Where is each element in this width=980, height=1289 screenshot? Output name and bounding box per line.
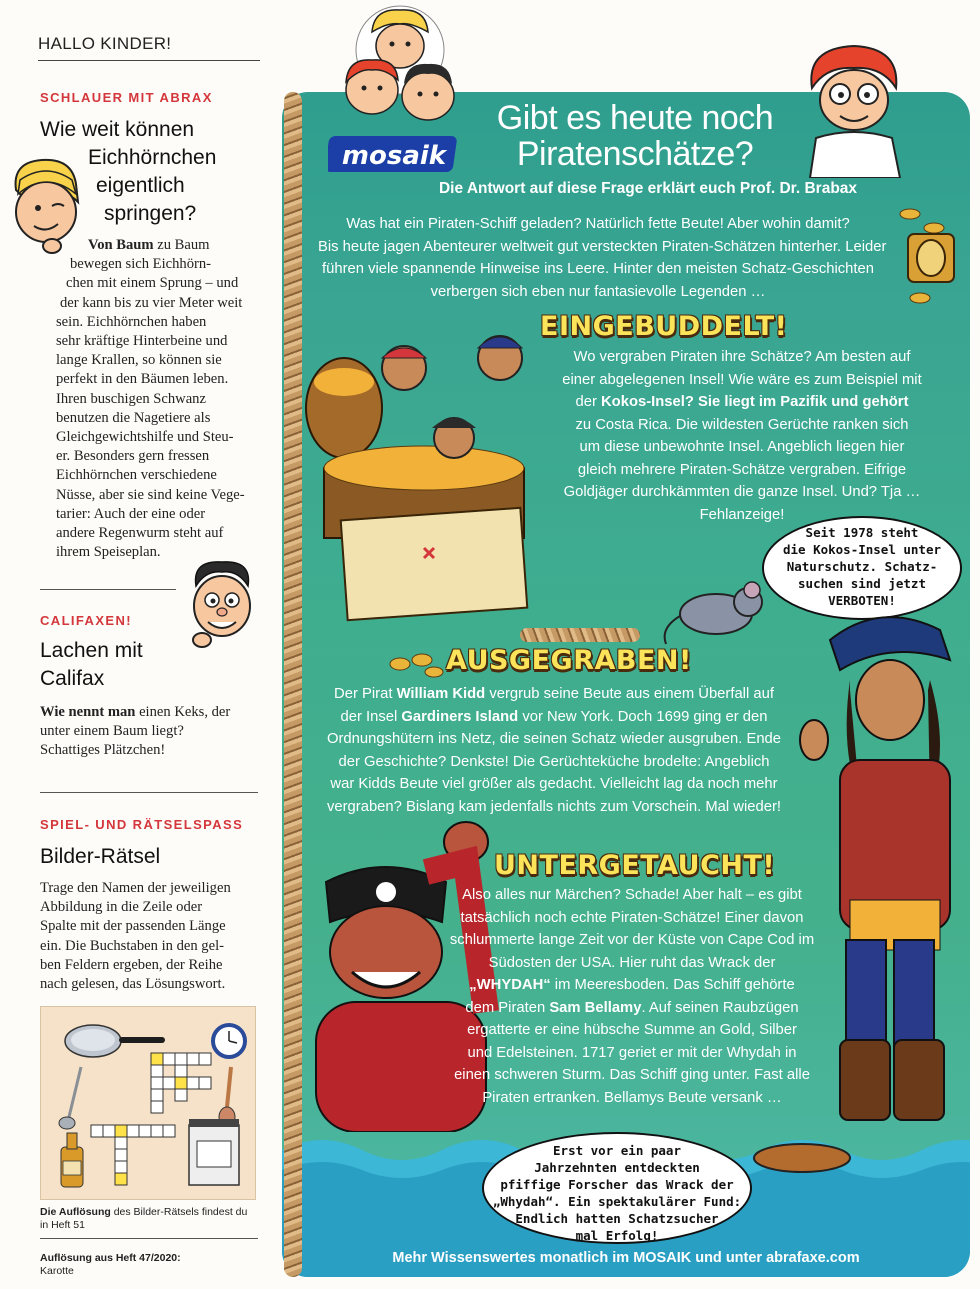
brabax-character-illustration xyxy=(796,38,916,178)
article-intro: Was hat ein Piraten-Schiff geladen? Natürlich fette Beute! Aber wohin damit? Bis heute jagen Abenteurer weltweit gut versteckten Piraten-Schätzen hinterher. Leider führen viele spannende Hinweise ins Leere. Hinter den meisten Schatz-Geschichten verbergen sich eben nur fantasievolle Legenden … xyxy=(318,216,887,300)
mosaik-logo-text: mosaik xyxy=(341,141,447,171)
squirrel-body-text: Von Baum zu Baum bewegen sich Eichhörn- chen mit einem Sprung – und der kann bis zu vier Meter weit sein. Eichhörnchen haben sehr kräftige Hinterbeine und lange Krallen, so können sie perfekt in den Bäumen leben. Ihren buschigen Schwanz benutzen die Nagetiere als Gleichgewichtshilfe und Steu- er. Besonders gern fressen Eichhörnchen verschiedene Nüsse, aber sie sind keine Vege- tarier: Auch der eine oder andere Regenwurm steht auf ihrem Speiseplan. xyxy=(56,237,245,561)
joke-title-line-1: Lachen mit xyxy=(40,639,143,662)
rat-illustration xyxy=(656,568,776,648)
previous-solution: Auflösung aus Heft 47/2020: Karotte xyxy=(40,1252,181,1277)
puzzle-category: SPIEL- UND RÄTSELSPASS xyxy=(40,817,244,832)
gold-coins-illustration xyxy=(386,650,446,680)
section-untergetaucht-text: Also alles nur Märchen? Schade! Aber halt – es gibt tatsächlich noch echte Piraten-Schätze! Einer davon schlummerte lange Zeit vor der Küste von Cape Cod im Südosten der USA. Hier ruht das Wrack der „WHYDAH“ im Meeresboden. Das Schiff gehörte dem Piraten Sam Bellamy. Auf seinen Raubzügen ergatterte er eine hübsche Summe an Gold, Silber und Edelsteinen. 1717 geriet er mit der Whydah in einen schweren Sturm. Das Schiff ging unter. Fast alle Piraten ertranken. Bellamys Beute versank … xyxy=(449,887,815,1106)
squirrel-title-line-1: Wie weit können xyxy=(40,118,195,141)
left-column xyxy=(0,0,268,1289)
heading-untergetaucht: UNTERGETAUCHT! xyxy=(494,850,776,881)
heading-ausgegraben: AUSGEGRABEN! xyxy=(446,645,692,676)
gold-coins-illustration xyxy=(880,194,966,314)
joke-category: CALIFAXEN! xyxy=(40,613,132,628)
califax-character-illustration xyxy=(182,556,262,652)
section-label: HALLO KINDER! xyxy=(38,34,172,53)
joke-lead: Wie nennt man xyxy=(40,704,136,720)
squirrel-title-line-4: springen? xyxy=(104,202,197,225)
article-subtitle: Die Antwort auf diese Frage erklärt euch Prof. Dr. Brabax xyxy=(438,180,858,197)
pirates-treasure-chest-illustration xyxy=(304,318,540,638)
section-ausgegraben-text: Der Pirat William Kidd vergrub seine Beute aus einem Überfall auf der Insel Gardiners Island vor New York. Doch 1699 ging er den Ordnungshütern ins Netz, die seinen Schatz wieder ausgruben. Ende der Geschichte? Denkste! Die Gerüchteküche brodelte: Angeblich war Kidds Beute viel größer als gedacht. Vielleicht lag da noch mehr vergraben? Bislang kam jedenfalls nichts zum Vorschein. Mal wieder! xyxy=(326,686,782,815)
divider xyxy=(40,1238,258,1239)
squirrel-title-line-3: eigentlich xyxy=(96,174,185,197)
speech-bubble-whydah: Erst vor ein paar Jahrzehnten entdeckten pfiffige Forscher das Wrack der „Whydah“. Ein spektakulärer Fund: Endlich hatten Schatzsucher mal Erfolg! xyxy=(482,1132,752,1244)
heading-eingebuddelt: EINGEBUDDELT! xyxy=(540,311,788,342)
article-footer: Mehr Wissenswertes monatlich im MOSAIK und unter abrafaxe.com xyxy=(392,1250,860,1266)
section-eingebuddelt-text: Wo vergraben Piraten ihre Schätze? Am besten auf einer abgelegenen Insel! Wie wäre es zum Beispiel mit der Kokos-Insel? Sie liegt im Pazifik und gehört zu Costa Rica. Die wildesten Gerüchte ranken sich um diese unbewohnte Insel. Angeblich liegen hier gleich mehrere Piraten-Schätze vergraben. Eifrige Goldjäger durchkämmten die ganze Insel. Und? Tja … Fehlanzeige! xyxy=(562,349,922,523)
picture-puzzle-illustration xyxy=(41,1007,257,1201)
divider xyxy=(40,792,258,793)
author-name: Prof. Dr. Brabax xyxy=(739,180,858,197)
divider xyxy=(40,589,176,590)
squirrel-title-line-2: Eichhörnchen xyxy=(88,146,217,169)
article-title: Gibt es heute noch Piratenschätze? xyxy=(496,99,774,173)
puzzle-solution-note: Die Auflösung des Bilder-Rätsels findest du in Heft 51 xyxy=(40,1206,248,1231)
picture-puzzle xyxy=(40,1006,256,1200)
mosaik-logo xyxy=(328,132,460,176)
divider xyxy=(38,60,260,61)
joke-title-line-2: Califax xyxy=(40,667,105,690)
speech-bubble-kokos: Seit 1978 steht die Kokos-Insel unter Naturschutz. Schatz- suchen sind jetzt VERBOTEN! xyxy=(762,516,962,620)
pirate-captain-illustration xyxy=(790,600,970,1140)
abrafaxe-characters-illustration xyxy=(330,4,470,136)
puzzle-title: Bilder-Rätsel xyxy=(40,845,161,868)
squirrel-category: SCHLAUER MIT ABRAX xyxy=(40,90,213,105)
squirrel-lead: Von Baum xyxy=(88,237,154,253)
joke-body-text: Wie nennt man einen Keks, der unter einem Baum liegt? Schattiges Plätzchen! xyxy=(40,704,231,759)
puzzle-instructions: Trage den Namen der jeweiligen Abbildung in die Zeile oder Spalte mit der passenden Länge ein. Die Buchstaben in den gel- ben Feldern ergeben, der Reihe nach gelesen, das Lösungswort. xyxy=(40,880,231,993)
